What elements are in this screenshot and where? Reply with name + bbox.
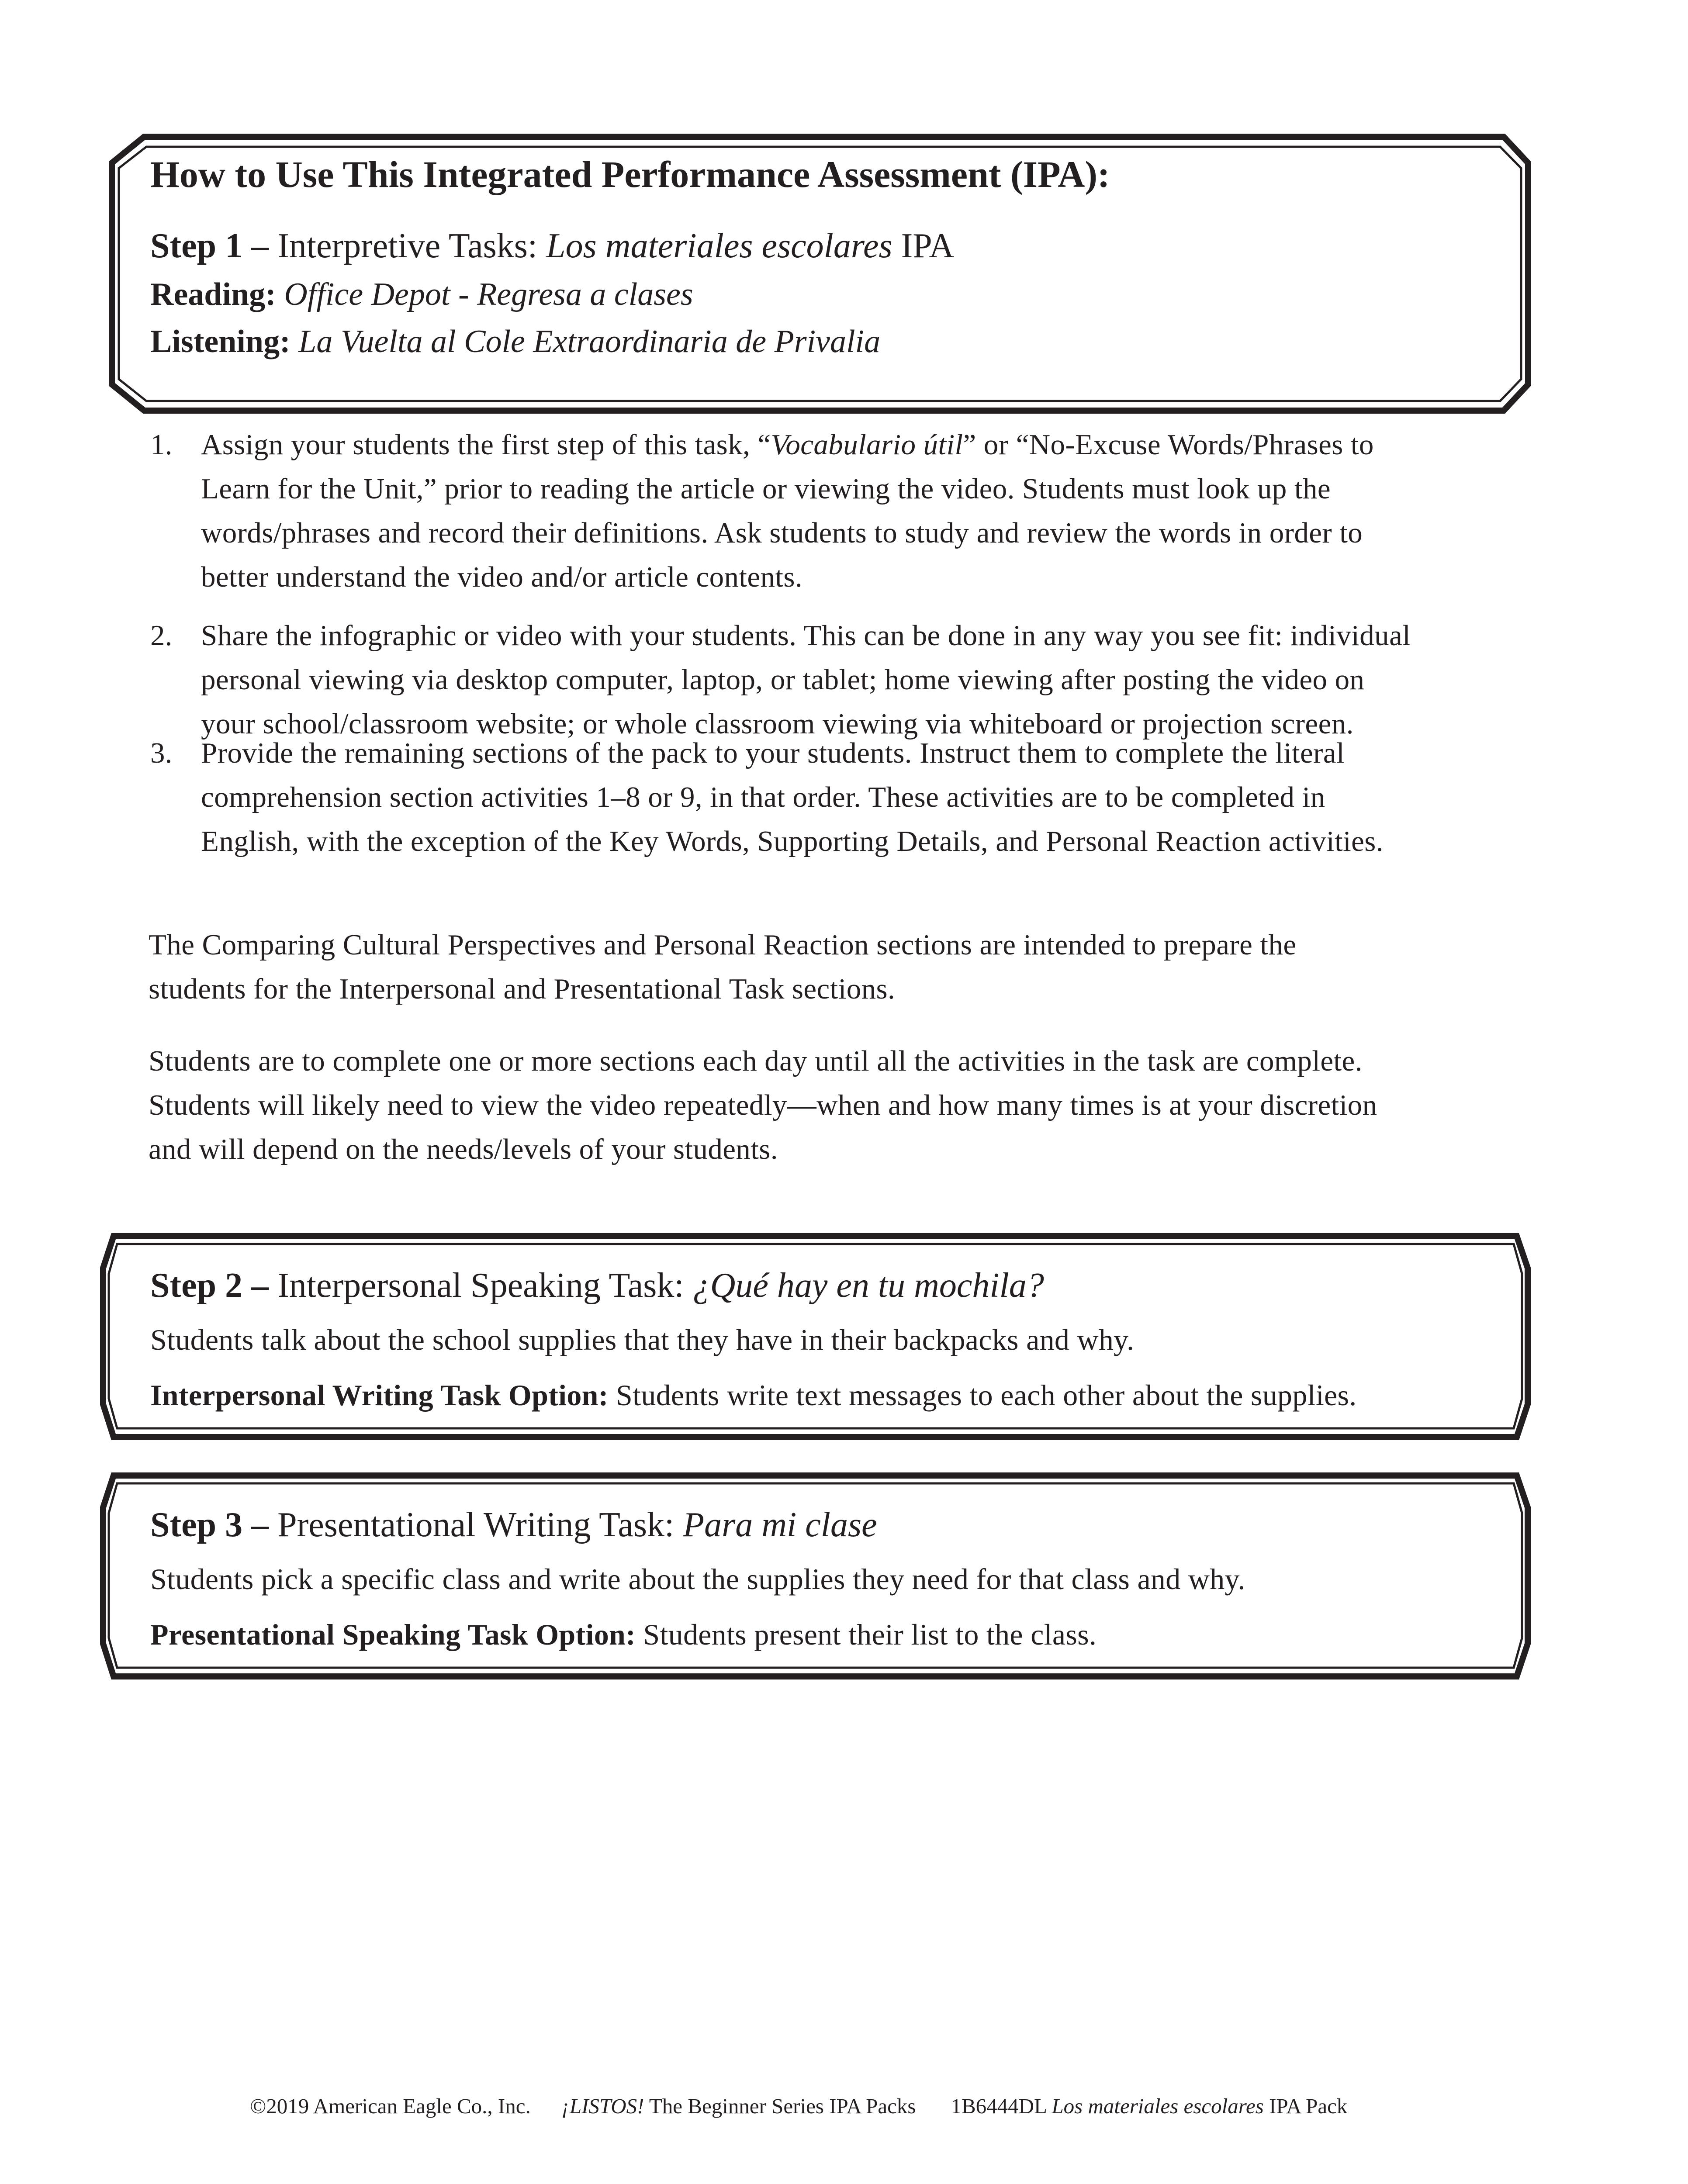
footer-product-title: Los materiales escolares: [1052, 2094, 1264, 2118]
step3-option-label: Presentational Speaking Task Option:: [150, 1618, 636, 1651]
page-title: How to Use This Integrated Performance Assessment (IPA):: [150, 153, 1110, 195]
step3-title: Para mi clase: [683, 1506, 877, 1544]
step1-heading: [150, 228, 954, 263]
item-number: 3.: [150, 737, 173, 769]
paragraph-line: Students are to complete one or more sections each day until all the activities in the task are complete.: [149, 1045, 1363, 1077]
step1-suffix: IPA: [901, 227, 955, 265]
footer-series-name: ¡LISTOS!: [561, 2094, 644, 2118]
paragraph-line: Students will likely need to view the video repeatedly—when and how many times is at your discretion: [149, 1089, 1377, 1121]
step1-label: Step 1 –: [150, 227, 269, 265]
footer-product-suffix: IPA Pack: [1269, 2094, 1348, 2118]
item-line: words/phrases and record their definitions. Ask students to study and review the words in order to: [201, 517, 1363, 549]
footer-product-code: 1B6444DL: [951, 2094, 1047, 2118]
item-line: your school/classroom website; or whole classroom viewing via whiteboard or projection screen.: [201, 708, 1354, 740]
item-line: Share the infographic or video with your students. This can be done in any way you see fit: individual: [201, 619, 1411, 652]
step3-heading: [150, 1507, 877, 1542]
paragraph-line: students for the Interpersonal and Presentational Task sections.: [149, 973, 896, 1005]
step2-option: [150, 1380, 1357, 1410]
step2-option-text: Students write text messages to each other about the supplies.: [616, 1379, 1357, 1412]
item-line: [201, 430, 1374, 460]
item-line: personal viewing via desktop computer, laptop, or tablet; home viewing after posting the video on: [201, 663, 1365, 696]
text: ” or “No-Excuse Words/Phrases to: [963, 429, 1374, 461]
step3-task: Presentational Writing Task:: [277, 1506, 675, 1544]
step2-option-label: Interpersonal Writing Task Option:: [150, 1379, 609, 1412]
item-line: Learn for the Unit,” prior to reading the article or viewing the video. Students must look up the: [201, 473, 1331, 505]
step1-title: Los materiales escolares: [546, 227, 892, 265]
reading-label: Reading:: [150, 276, 276, 312]
step3-label: Step 3 –: [150, 1506, 269, 1544]
text: Assign your students the first step of this task, “: [201, 429, 771, 461]
listening-label: Listening:: [150, 324, 291, 359]
item-line: better understand the video and/or article contents.: [201, 561, 803, 593]
reading-source: [150, 278, 693, 311]
item-number: 2.: [150, 619, 173, 652]
step2-label: Step 2 –: [150, 1266, 269, 1305]
reading-title: Office Depot - Regresa a clases: [284, 276, 693, 312]
item-line: English, with the exception of the Key Words, Supporting Details, and Personal Reaction activities.: [201, 825, 1384, 857]
vocabulario-util-term: Vocabulario útil: [771, 429, 963, 461]
item-line: Provide the remaining sections of the pack to your students. Instruct them to complete the literal: [201, 737, 1345, 769]
step3-option: [150, 1620, 1097, 1649]
item-line: comprehension section activities 1–8 or 9, in that order. These activities are to be completed in: [201, 781, 1325, 813]
listening-title: La Vuelta al Cole Extraordinaria de Privalia: [298, 324, 881, 359]
step3-description: Students pick a specific class and write about the supplies they need for that class and why.: [150, 1562, 1245, 1596]
paragraph-line: The Comparing Cultural Perspectives and Personal Reaction sections are intended to prepare the: [149, 929, 1297, 961]
step2-heading: [150, 1268, 1044, 1303]
item-number: 1.: [150, 429, 173, 461]
page-footer: [250, 2095, 1347, 2117]
step2-description: Students talk about the school supplies that they have in their backpacks and why.: [150, 1323, 1135, 1356]
footer-series: The Beginner Series IPA Packs: [649, 2094, 916, 2118]
step2-task: Interpersonal Speaking Task:: [277, 1266, 684, 1305]
listening-source: [150, 325, 880, 358]
step2-title: ¿Qué hay en tu mochila?: [692, 1266, 1044, 1305]
step3-option-text: Students present their list to the class.: [643, 1618, 1097, 1651]
paragraph-line: and will depend on the needs/levels of your students.: [149, 1133, 778, 1165]
step1-task: Interpretive Tasks:: [277, 227, 538, 265]
footer-copyright: ©2019 American Eagle Co., Inc.: [250, 2094, 531, 2118]
